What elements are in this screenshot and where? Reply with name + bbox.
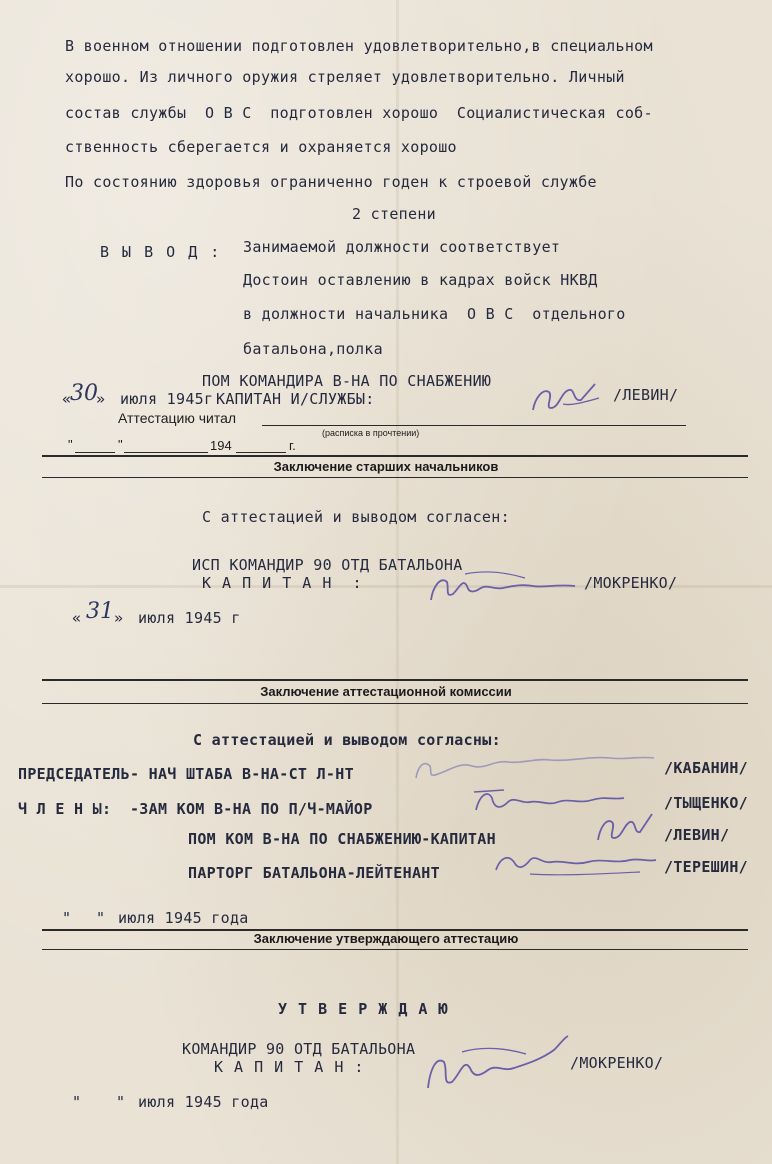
blank-year-line: [236, 452, 286, 453]
text-line-5: По состоянию здоровья ограниченно годен к строевой службе: [65, 173, 597, 191]
conclusion-label: В Ы В О Д :: [100, 243, 222, 261]
blank-date-quote-2: ": [118, 437, 123, 452]
conclusion-line-3: в должности начальника О В С отдельного: [243, 305, 626, 323]
date-day-handwritten: 30: [70, 381, 98, 406]
approval-title-1: КОМАНДИР 90 ОТД БАТАЛЬОНА: [182, 1040, 416, 1058]
senior-title-1: ИСП КОМАНДИР 90 ОТД БАТАЛЬОНА: [192, 556, 463, 574]
approval-date-rest: июля 1945 года: [138, 1093, 269, 1111]
divider-bottom-commission: [42, 703, 748, 704]
signer-name-1: /ЛЕВИН/: [613, 386, 679, 404]
read-label: Аттестацию читал: [118, 410, 237, 426]
approval-title-2: К А П И Т А Н :: [214, 1058, 365, 1076]
text-line-2: хорошо. Из личного оружия стреляет удовлетворительно. Личный: [65, 68, 625, 86]
commission-date-rest: июля 1945 года: [118, 909, 249, 927]
divider-top-commission: [42, 679, 748, 681]
divider-top-senior: [42, 455, 748, 457]
text-line-3: состав службы О В С подготовлен хорошо Социалистическая соб-: [65, 104, 653, 122]
blank-day-line: [75, 452, 115, 453]
approval-date-quote-1: ": [72, 1093, 82, 1111]
read-caption: (расписка в прочтении): [322, 428, 420, 438]
divider-bottom-approval: [42, 949, 748, 950]
header-attestation-commission: Заключение аттестационной комиссии: [260, 684, 512, 699]
commission-name-kabanin: /КАБАНИН/: [664, 759, 748, 777]
conclusion-line-4: батальона,полка: [243, 340, 383, 358]
senior-date-rest: июля 1945 г: [138, 609, 241, 627]
commission-name-tereshin: /ТЕРЕШИН/: [664, 858, 748, 876]
conclusion-line-1: Занимаемой должности соответствует: [243, 238, 561, 256]
senior-date-quote-1: «: [72, 609, 82, 627]
signature-levin-1: [525, 378, 615, 418]
signer-title-2: КАПИТАН И/СЛУЖБЫ:: [216, 390, 375, 408]
text-line-1: В военном отношении подготовлен удовлетворительно,в специальном: [65, 37, 653, 55]
header-senior-commanders: Заключение старших начальников: [273, 459, 499, 474]
senior-agree-text: С аттестацией и выводом согласен:: [202, 508, 510, 526]
date-close-quote: »: [96, 390, 106, 408]
commission-row-partorg: ПАРТОРГ БАТАЛЬОНА-ЛЕЙТЕНАНТ: [188, 864, 440, 882]
commission-row-supply: ПОМ КОМ В-НА ПО СНАБЖЕНИЮ-КАПИТАН: [188, 830, 496, 848]
commission-date-quote-2: ": [96, 909, 106, 927]
signature-levin-2: [590, 808, 660, 848]
approval-date-quote-2: ": [116, 1093, 126, 1111]
signer-title-1: ПОМ КОМАНДИРА В-НА ПО СНАБЖЕНИЮ: [202, 372, 492, 390]
header-approval: Заключение утверждающего аттестацию: [253, 931, 519, 946]
senior-date-quote-2: »: [114, 609, 124, 627]
signature-mokrenko-2: [422, 1030, 572, 1100]
approval-signer-name: /МОКРЕНКО/: [570, 1054, 664, 1072]
senior-signer-name: /МОКРЕНКО/: [584, 574, 678, 592]
senior-title-2: К А П И Т А Н :: [202, 574, 363, 592]
conclusion-line-2: Достоин оставлению в кадрах войск НКВД: [243, 271, 598, 289]
blank-date-quote-1: ": [68, 437, 73, 452]
commission-name-tyshchenko: /ТЫЩЕНКО/: [664, 794, 748, 812]
commission-row-chairman: ПРЕДСЕДАТЕЛЬ- НАЧ ШТАБА В-НА-СТ Л-НТ: [18, 765, 354, 783]
text-line-6: 2 степени: [352, 205, 436, 223]
divider-bottom-senior: [42, 477, 748, 478]
signature-kabanin: [410, 748, 660, 784]
read-signature-line: [262, 425, 686, 426]
blank-month-line: [124, 452, 208, 453]
blank-date-g: г.: [289, 438, 296, 453]
commission-agree-text: С аттестацией и выводом согласны:: [193, 731, 501, 749]
signature-tereshin: [490, 846, 660, 880]
text-line-4: ственность сберегается и охраняется хорошо: [65, 138, 457, 156]
commission-row-deputy: Ч Л Е Н Ы: -ЗАМ КОМ В-НА ПО П/Ч-МАЙОР: [18, 800, 373, 818]
approval-heading: У Т В Е Р Ж Д А Ю: [278, 1000, 449, 1018]
commission-name-levin: /ЛЕВИН/: [664, 826, 730, 844]
senior-date-day-handwritten: 31: [86, 599, 114, 624]
date-open-quote: «: [62, 390, 72, 408]
blank-date-year: 194: [210, 438, 232, 453]
date-month-year: июля 1945г: [120, 390, 214, 408]
commission-date-quote-1: ": [62, 909, 72, 927]
signature-mokrenko-1: [425, 566, 585, 608]
